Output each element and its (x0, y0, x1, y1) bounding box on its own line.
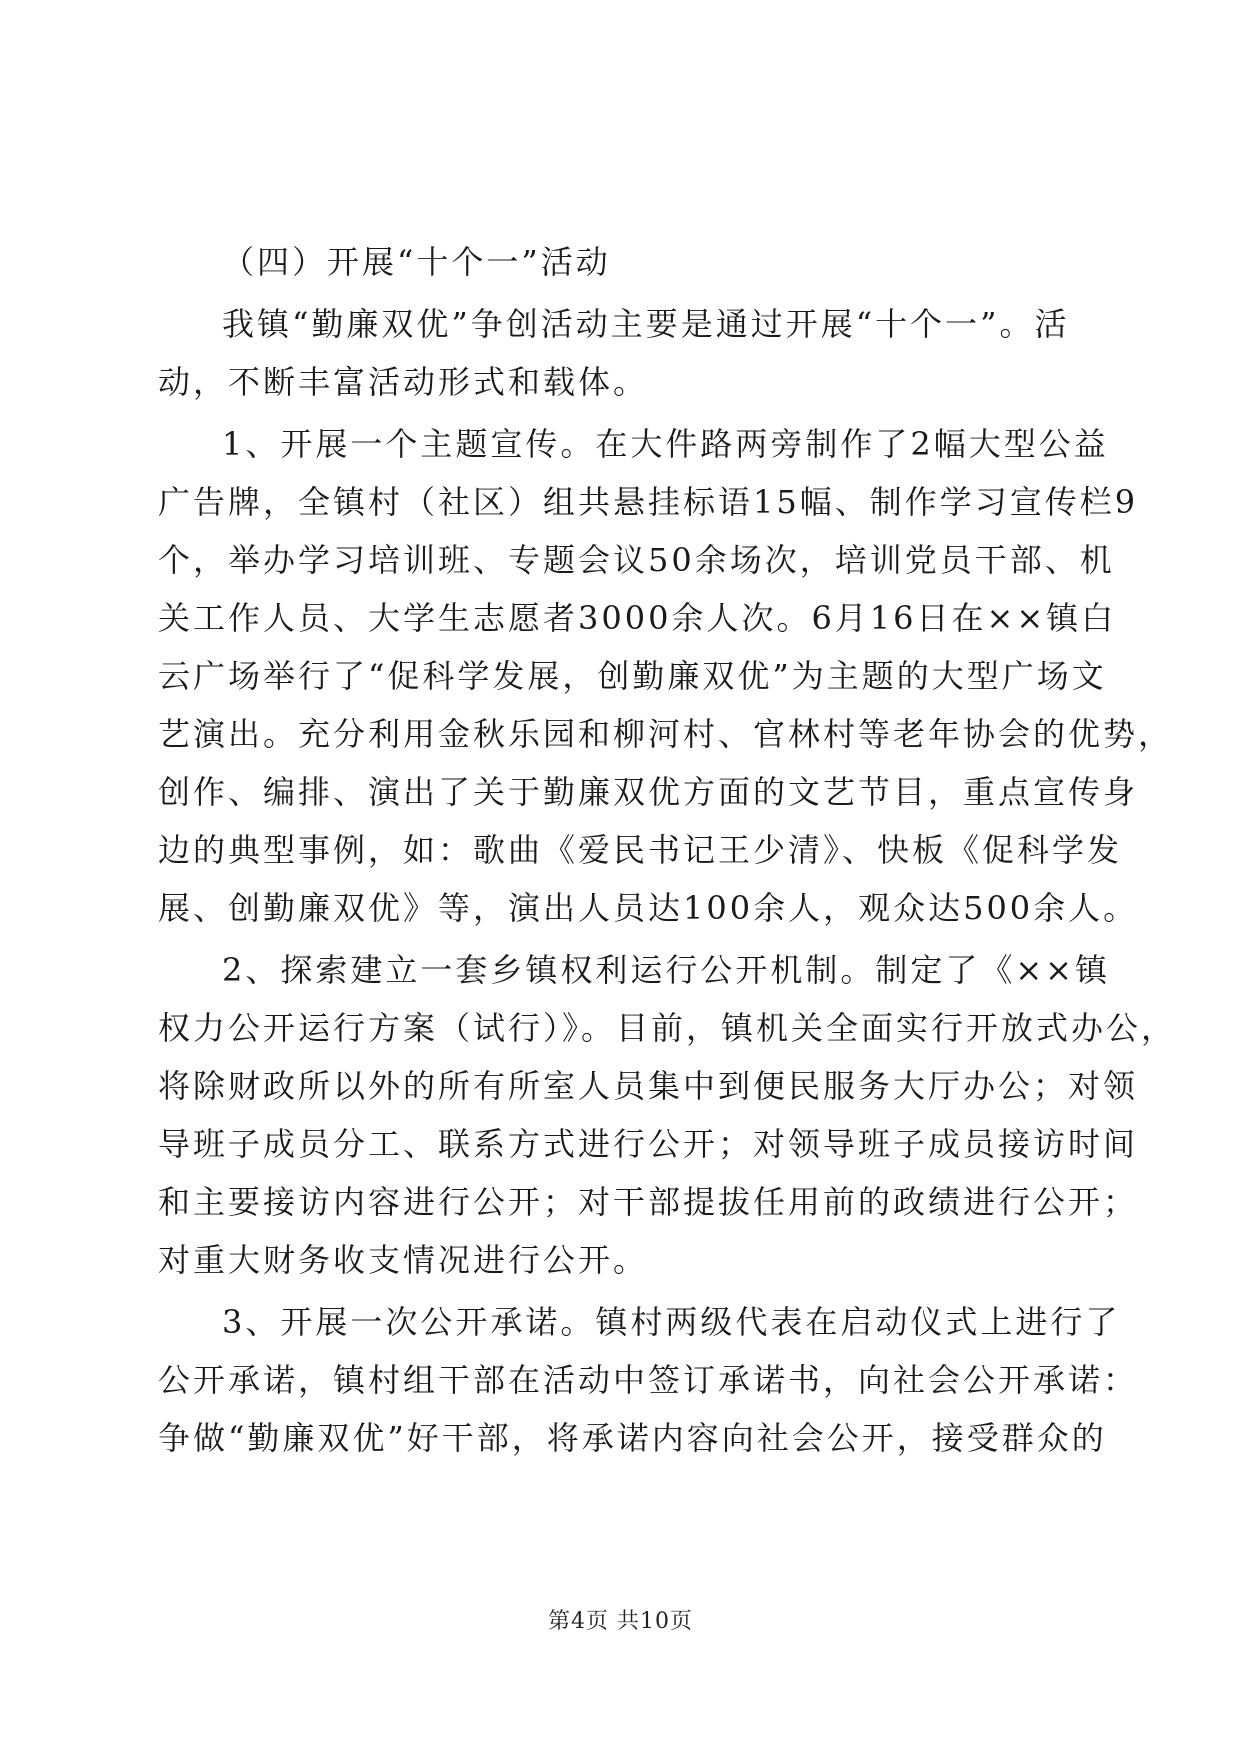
paragraph-line: 动，不断丰富活动形式和载体。 (158, 363, 649, 401)
paragraph-line: 个，举办学习培训班、专题会议50余场次，培训党员干部、机 (158, 541, 1115, 579)
paragraph-line: 权力公开运行方案（试行）》。目前，镇机关全面实行开放式办公， (158, 1009, 1177, 1047)
paragraph-line: 2、探索建立一套乡镇权利运行公开机制。制定了《××镇 (222, 951, 1110, 989)
document-body (158, 233, 1177, 1471)
paragraph-line: 对重大财务收支情况进行公开。 (158, 1241, 649, 1279)
paragraph-line: 导班子成员分工、联系方式进行公开；对领导班子成员接访时间 (158, 1125, 1139, 1163)
section-heading (158, 233, 1086, 291)
paragraph-line: 公开承诺，镇村组干部在活动中签订承诺书，向社会公开承诺： (158, 1361, 1139, 1399)
paragraph-intro (158, 295, 1086, 411)
page-number-footer: 第4页 共10页 (548, 1609, 693, 1634)
paragraph-line: 边的典型事例，如：歌曲《爱民书记王少清》、快板《促科学发 (158, 831, 1123, 869)
heading-text: （四）开展“十个一”活动 (222, 243, 611, 281)
paragraph-line: 关工作人员、大学生志愿者3000余人次。6月16日在××镇白 (158, 599, 1117, 637)
paragraph-item-1 (158, 415, 1174, 937)
paragraph-line: 云广场举行了“促科学发展，创勤廉双优”为主题的大型广场文 (158, 657, 1107, 695)
paragraph-line: 创作、编排、演出了关于勤廉双优方面的文艺节目，重点宣传身 (158, 773, 1139, 811)
paragraph-line: 展、创勤廉双优》等，演出人员达100余人，观众达500余人。 (158, 889, 1139, 927)
paragraph-line: 和主要接访内容进行公开；对干部提拔任用前的政绩进行公开； (158, 1183, 1139, 1221)
paragraph-line: 我镇“勤廉双优”争创活动主要是通过开展“十个一”。活 (222, 305, 1070, 343)
paragraph-line: 1、开展一个主题宣传。在大件路两旁制作了2幅大型公益 (222, 425, 1109, 463)
paragraph-line: 争做“勤廉双优”好干部，将承诺内容向社会公开，接受群众的 (158, 1419, 1107, 1457)
paragraph-item-2 (158, 941, 1177, 1289)
paragraph-line: 将除财政所以外的所有所室人员集中到便民服务大厅办公；对领 (158, 1067, 1139, 1105)
paragraph-line: 艺演出。充分利用金秋乐园和柳河村、官林村等老年协会的优势， (158, 715, 1174, 753)
paragraph-line: 广告牌，全镇村（社区）组共悬挂标语15幅、制作学习宣传栏9 (158, 483, 1139, 521)
paragraph-item-3 (158, 1293, 1139, 1467)
paragraph-line: 3、开展一次公开承诺。镇村两级代表在启动仪式上进行了 (222, 1303, 1121, 1341)
